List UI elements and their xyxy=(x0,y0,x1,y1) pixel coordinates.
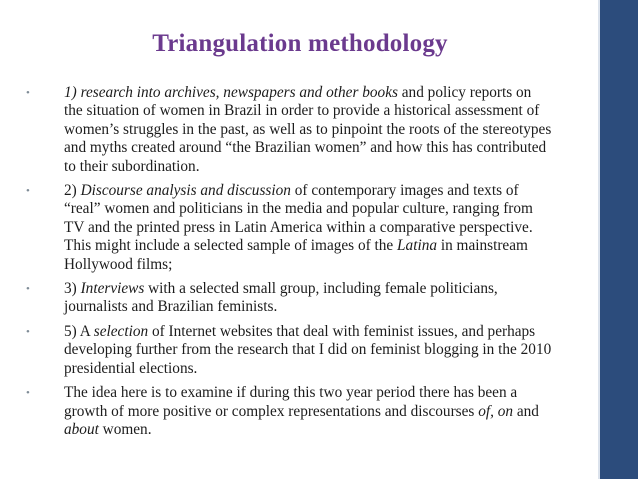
bullet-text: 5) A xyxy=(64,322,94,340)
bullet-icon: • xyxy=(26,387,30,400)
accent-bar xyxy=(600,0,638,479)
bullet-text: with a selected small group, including female politicians, journalists and Brazilian feminists. xyxy=(64,280,498,316)
bullet-text: of contemporary images and texts of “real” women and politicians in the media and popular culture, ranging from TV and the printed press in Latin America within a comparative perspective. This might include a selected sample of images of the xyxy=(64,182,533,255)
slide-title: Triangulation methodology xyxy=(152,30,448,57)
bullet-text-italic: selection xyxy=(93,322,149,340)
bullet-text: The idea here is to examine if during this two year period there has been a growth of more positive or complex representations and discourses xyxy=(64,384,518,420)
bullet-text: and xyxy=(513,402,539,420)
bullet-text: in mainstream Hollywood films; xyxy=(64,237,528,273)
bullet-text: 2) xyxy=(64,182,81,200)
bullet-item-idea xyxy=(26,384,552,439)
bullet-text-italic: Latina xyxy=(397,237,437,255)
bullet-item-discourse xyxy=(26,182,552,274)
bullet-text-italic: Discourse analysis and discussion xyxy=(80,182,291,200)
bullet-icon: • xyxy=(26,283,30,296)
bullet-item-research xyxy=(26,84,552,176)
bullet-item-websites xyxy=(26,323,552,378)
bullet-list xyxy=(26,84,552,439)
bullet-icon: • xyxy=(26,87,30,99)
bullet-text-italic: about xyxy=(64,420,99,438)
bullet-text-italic: Interviews xyxy=(80,280,145,298)
bullet-text-italic: 1) research into archives, newspapers and other books xyxy=(64,84,398,101)
bullet-text: 3) xyxy=(64,280,81,298)
bullet-icon: • xyxy=(26,185,30,198)
bullet-item-interviews xyxy=(26,280,552,317)
bullet-icon: • xyxy=(26,325,30,338)
bullet-text-italic: of, on xyxy=(478,402,514,420)
bullet-text: and policy reports on the situation of women in Brazil in order to provide a historical assessment of women’s struggles in the past, as well as to pinpoint the roots of the stereotypes and myths created around “the Brazilian women” and how this has contributed to their subordination. xyxy=(64,84,552,175)
bullet-text: of Internet websites that deal with feminist issues, and perhaps developing further from the research that I did on feminist blogging in the 2010 presidential elections. xyxy=(64,322,552,377)
bullet-text: women. xyxy=(98,420,152,438)
